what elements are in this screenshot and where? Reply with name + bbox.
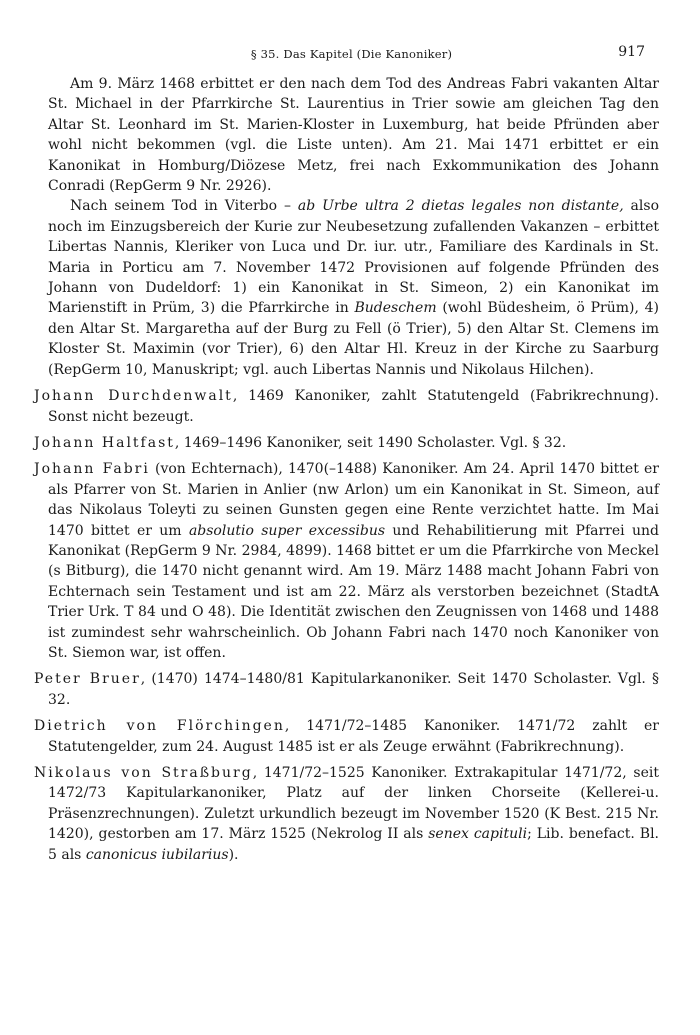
running-head (48, 44, 655, 64)
continuation-paragraph (34, 74, 659, 196)
text-run: Am 9. März 1468 erbittet er den nach dem Tod des Andreas Fabri vakanten Altar St. Michael in der Pfarrkirche St. Laurentius in Trier sowie am gleichen Tag den Altar St. Leonhard im St. Marien-Kloster in Luxemburg, hat beide Pfründen aber wohl nicht bekommen (vgl. die Liste unten). Am 21. Mai 1471 erbittet er ein Kanonikat in Homburg/Diözese Metz, frei nach Exkommunikation des Johann Conradi (RepGerm 9 Nr. 2926). (48, 76, 659, 195)
entry-name: Johann Fabri (34, 461, 150, 478)
entry-name: Nikolaus von Straßburg (34, 765, 253, 781)
text-run: also noch im Einzugsbereich der Kurie zur Neubesetzung zufallenden Vakanzen – erbittet Libertas Nannis, Kleriker von Luca und Dr. iur. utr., Familiare des Kardinals in St. Maria in Porticu am 7. November 1472 Provisionen auf folgende Pfründen des Johann von Dudeldorf: 1) ein Kanonikat in St. Simeon, 2) ein Kanonikat im Marienstift in Prüm, 3) die Pfarrkirche in (48, 198, 659, 317)
italic-text: Budeschem (354, 300, 437, 317)
italic-text: ab Urbe ultra 2 dietas legales non distante, (297, 198, 624, 215)
text-run: Nach seinem Tod in Viterbo – (70, 198, 298, 215)
text-run: , 1471/72–1525 Kanoniker. Extrakapitular 1471/72, seit 1472/73 Kapitularkanoniker, Platz auf der linken Chorseite (Kellerei-u. Präsenzrechnungen). Zuletzt urkundlich bezeugt im November 1520 (K Best. 215 Nr. 1420), gestorben am 17. März 1525 (Nekrolog II als (48, 765, 659, 843)
running-head-title: § 35. Das Kapitel (Die Kanoniker) (250, 47, 453, 61)
entry-name: Dietrich von Flörchingen (34, 718, 285, 735)
italic-text: absolutio super excessibus (188, 522, 386, 539)
entry-name: Johann Durchdenwalt (34, 388, 233, 405)
italic-text: senex capituli (428, 826, 528, 843)
text-run: (wohl Büdesheim, ö Prüm), 4) den Altar St. Margaretha auf der Burg zu Fell (ö Trier), 5) den Altar St. Clemens im Kloster St. Maximin (vor Trier), 6) den Altar Hl. Kreuz in der Kirche zu Saarburg (RepGerm 10, Manuskript; vgl. auch Libertas Nannis und Nikolaus Hilchen). (48, 300, 659, 378)
text-run: und Rehabilitierung mit Pfarrei und Kanonikat (RepGerm 9 Nr. 2984, 4899). 1468 bittet er um die Pfarrkirche von Meckel (s Bitburg), die 1470 nicht genannt wird. Am 19. März 1488 macht Johann Fabri von Echternach sein Testament und ist am 22. März als verstorben bezeichnet (StadtA Trier Urk. T 84 und O 48). Die Identität zwischen den Zeugnissen von 1468 und 1488 ist zumindest sehr wahrscheinlich. Ob Johann Fabri nach 1470 noch Kanoniker von St. Siemon war, ist offen. (48, 522, 659, 661)
text-run: , (1470) 1474–1480/81 Kapitularkanoniker. Seit 1470 Scholaster. Vgl. § 32. (48, 671, 659, 708)
page-number: 917 (618, 44, 645, 60)
text-run: , 1469 Kanoniker, zahlt Statutengeld (Fabrikrechnung). Sonst nicht bezeugt. (48, 388, 659, 425)
entry-name: Peter Bruer (34, 671, 141, 688)
text-run: ). (228, 846, 239, 863)
text-run: , 1469–1496 Kanoniker, seit 1490 Scholaster. Vgl. § 32. (174, 434, 567, 451)
entry-name: Johann Haltfast (34, 434, 175, 451)
canon-entry (34, 669, 659, 710)
continuation-paragraph (34, 196, 659, 380)
canon-entry (34, 716, 659, 757)
canon-entry (34, 763, 659, 865)
canon-entry (34, 459, 659, 663)
canon-entry (34, 433, 659, 453)
text-run: , 1471/72–1485 Kanoniker. 1471/72 zahlt er Statutengelder, zum 24. August 1485 ist er als Zeuge erwähnt (Fabrikrechnung). (48, 718, 660, 755)
text-run: (von Echternach), 1470(–1488) Kanoniker. Am 24. April 1470 bittet er als Pfarrer von St. Marien in Anlier (nw Arlon) um ein Kanonikat in St. Simeon, auf das Nikolaus Toleyti zu seinen Gunsten gegen eine Rente verzichtet hatte. Im Mai 1470 bittet er um (48, 461, 659, 539)
italic-text: canonicus iubilarius (85, 846, 229, 863)
canon-entry (34, 386, 659, 427)
text-run: ; Lib. benefact. Bl. 5 als (48, 826, 660, 863)
page-body (34, 74, 659, 865)
